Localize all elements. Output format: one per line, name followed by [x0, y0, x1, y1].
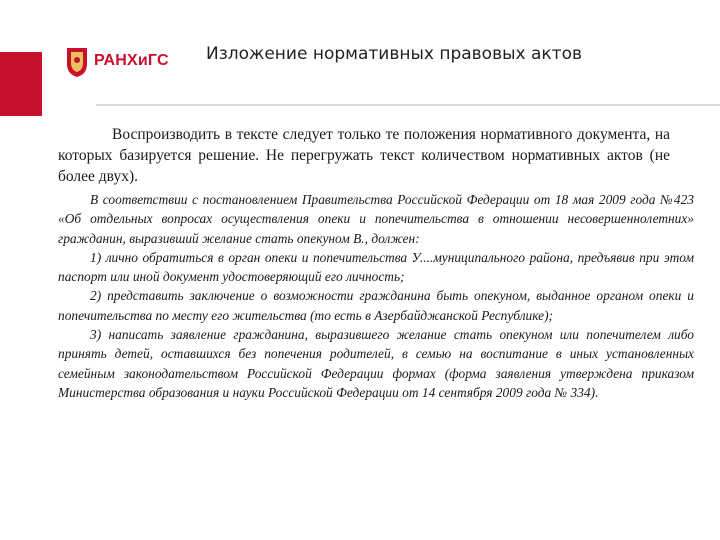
logo-text: РАНХиГС	[94, 52, 169, 69]
red-accent-bar	[0, 52, 42, 116]
intro-paragraph	[58, 124, 670, 187]
example-block	[58, 190, 694, 402]
intro-text: Воспроизводить в тексте следует только те положения нормативного документа, на которых базируется решение. Не перегружать текст количеством нормативных актов (не более двух).	[58, 126, 670, 185]
header-divider	[96, 104, 720, 106]
example-paragraph-2: 1) лично обратиться в орган опеки и попечительства У....муниципального района, предъявив при этом паспорт или иной документ удостоверяющий его личность;	[58, 249, 694, 285]
page-title: Изложение нормативных правовых актов	[206, 44, 583, 64]
example-paragraph-3: 2) представить заключение о возможности гражданина быть опекуном, выданное органом опеки и попечительства по месту его жительства (то есть в Азербайджанской Республике);	[58, 288, 694, 323]
emblem-icon	[64, 44, 90, 78]
ranepa-logo	[64, 44, 169, 78]
example-paragraph-1: В соответствии с постановлением Правительства Российской Федерации от 18 мая 2009 года №423 «Об отдельных вопросах осуществления опеки и попечительства в отношении несовершеннолетних» гражданин, выразивший желание стать опекуном В., должен:	[58, 192, 694, 246]
example-paragraph-4: 3) написать заявление гражданина, выразившего желание стать опекуном или попечителем либо принять детей, оставшихся без попечения родителей, в семью на воспитание в иных установленных семейным законодательством Российской Федерации формах (форма заявления утверждена приказом Министерства образования и науки Российской Федерации от 14 сентября 2009 года № 334).	[58, 327, 694, 400]
